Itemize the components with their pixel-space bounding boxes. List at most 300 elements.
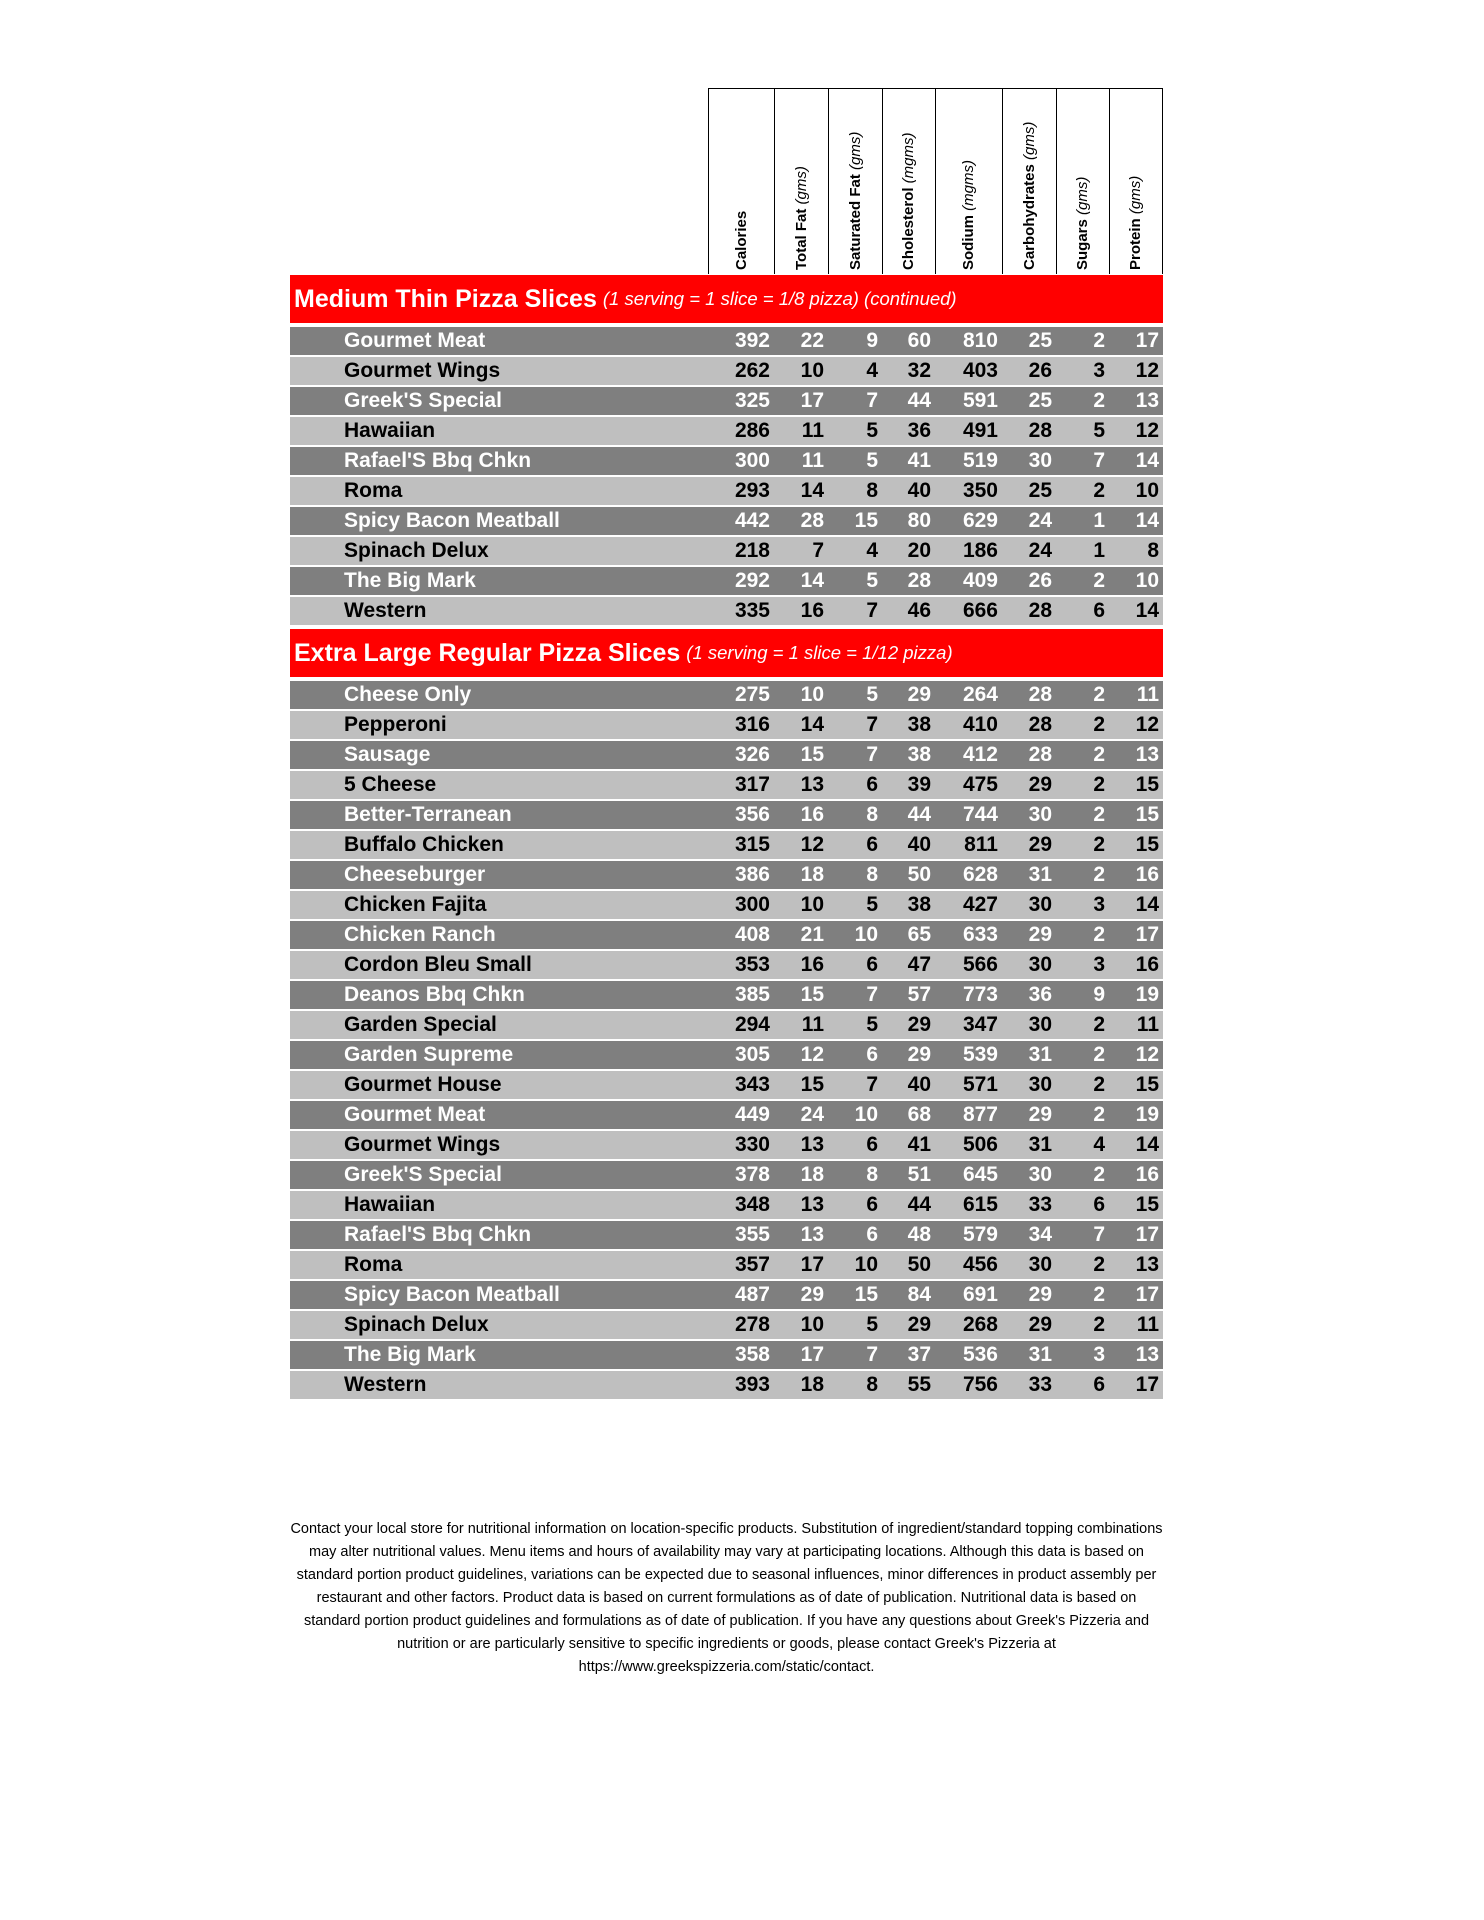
- nutrition-value: 8: [866, 1163, 878, 1186]
- nutrition-value: 645: [962, 1163, 998, 1186]
- nutrition-value: 2: [1093, 1073, 1105, 1096]
- item-name: Greek'S Special: [344, 1163, 502, 1186]
- table-row: [290, 1311, 1163, 1339]
- column-header-unit: (gms): [1020, 121, 1038, 160]
- nutrition-value: 36: [907, 419, 931, 442]
- nutrition-value: 30: [1028, 893, 1052, 916]
- nutrition-value: 32: [907, 359, 931, 382]
- nutrition-value: 316: [734, 713, 770, 736]
- nutrition-value: 2: [1093, 743, 1105, 766]
- nutrition-value: 317: [734, 773, 770, 796]
- column-header-label: Sodium: [960, 215, 977, 270]
- item-name: Spicy Bacon Meatball: [344, 1283, 560, 1306]
- nutrition-value: 29: [1028, 923, 1052, 946]
- nutrition-value: 2: [1093, 329, 1105, 352]
- nutrition-value: 16: [1135, 1163, 1159, 1186]
- table-row: [290, 1341, 1163, 1369]
- nutrition-value: 386: [734, 863, 770, 886]
- nutrition-value: 2: [1093, 863, 1105, 886]
- nutrition-value: 6: [1093, 599, 1105, 622]
- nutrition-value: 11: [1136, 1013, 1159, 1036]
- nutrition-value: 3: [1093, 359, 1105, 382]
- item-name: The Big Mark: [344, 569, 476, 592]
- nutrition-value: 456: [962, 1253, 998, 1276]
- nutrition-value: 46: [907, 599, 931, 622]
- table-row: [290, 861, 1163, 889]
- column-header-unit: (gms): [792, 166, 810, 205]
- nutrition-value: 29: [907, 1313, 931, 1336]
- nutrition-value: 40: [907, 479, 931, 502]
- nutrition-value: 65: [907, 923, 931, 946]
- nutrition-value: 13: [1135, 1253, 1159, 1276]
- nutrition-value: 11: [801, 449, 824, 472]
- table-row: [290, 1101, 1163, 1129]
- nutrition-value: 16: [1135, 863, 1159, 886]
- nutrition-value: 335: [734, 599, 770, 622]
- nutrition-value: 17: [800, 1343, 824, 1366]
- nutrition-value: 12: [1135, 359, 1159, 382]
- item-name: Cheeseburger: [344, 863, 486, 886]
- nutrition-value: 6: [866, 1223, 878, 1246]
- column-header: [882, 88, 935, 274]
- nutrition-value: 80: [907, 509, 931, 532]
- item-name: Gourmet Wings: [344, 1133, 501, 1156]
- column-header: [828, 88, 882, 274]
- nutrition-value: 10: [854, 1103, 878, 1126]
- nutrition-value: 278: [734, 1313, 770, 1336]
- nutrition-value: 14: [800, 479, 824, 502]
- nutrition-value: 506: [962, 1133, 998, 1156]
- nutrition-value: 29: [1028, 1283, 1052, 1306]
- nutrition-value: 4: [1093, 1133, 1105, 1156]
- item-name: Gourmet Wings: [344, 359, 501, 382]
- item-name: Hawaiian: [344, 1193, 436, 1216]
- nutrition-value: 39: [907, 773, 931, 796]
- nutrition-value: 30: [1028, 449, 1052, 472]
- table-row: [290, 831, 1163, 859]
- nutrition-value: 8: [1147, 539, 1159, 562]
- nutrition-value: 30: [1028, 1073, 1052, 1096]
- nutrition-value: 2: [1093, 1163, 1105, 1186]
- item-name: The Big Mark: [344, 1343, 476, 1366]
- nutrition-value: 28: [1028, 743, 1052, 766]
- nutrition-value: 60: [907, 329, 931, 352]
- nutrition-value: 275: [734, 683, 770, 706]
- nutrition-value: 44: [907, 1193, 931, 1216]
- nutrition-value: 355: [734, 1223, 770, 1246]
- nutrition-value: 579: [962, 1223, 998, 1246]
- disclaimer-footer: [290, 1518, 1163, 1679]
- nutrition-value: 16: [800, 599, 824, 622]
- nutrition-value: 756: [962, 1373, 998, 1396]
- nutrition-value: 15: [1135, 833, 1159, 856]
- table-row: [290, 741, 1163, 769]
- nutrition-value: 18: [800, 1373, 824, 1396]
- nutrition-value: 353: [734, 953, 770, 976]
- nutrition-value: 55: [907, 1373, 931, 1396]
- table-row: [290, 477, 1163, 505]
- item-name: Gourmet Meat: [344, 1103, 486, 1126]
- section-header: [290, 275, 1163, 323]
- nutrition-value: 28: [1028, 599, 1052, 622]
- nutrition-value: 1: [1093, 509, 1105, 532]
- nutrition-value: 8: [866, 863, 878, 886]
- table-row: [290, 597, 1163, 625]
- nutrition-value: 2: [1093, 479, 1105, 502]
- nutrition-value: 7: [866, 599, 878, 622]
- nutrition-value: 30: [1028, 1013, 1052, 1036]
- nutrition-value: 31: [1028, 863, 1052, 886]
- nutrition-value: 15: [854, 1283, 878, 1306]
- nutrition-value: 11: [801, 419, 824, 442]
- nutrition-value: 3: [1093, 1343, 1105, 1366]
- nutrition-value: 31: [1028, 1043, 1052, 1066]
- nutrition-value: 28: [800, 509, 824, 532]
- nutrition-value: 12: [800, 1043, 824, 1066]
- nutrition-value: 24: [1028, 509, 1052, 532]
- item-name: Pepperoni: [344, 713, 447, 736]
- nutrition-value: 2: [1093, 833, 1105, 856]
- column-header-label: Protein: [1127, 218, 1144, 270]
- nutrition-value: 9: [866, 329, 878, 352]
- nutrition-value: 15: [1135, 1073, 1159, 1096]
- nutrition-value: 2: [1093, 1043, 1105, 1066]
- nutrition-value: 24: [800, 1103, 824, 1126]
- nutrition-value: 744: [962, 803, 998, 826]
- nutrition-value: 14: [1135, 893, 1159, 916]
- nutrition-value: 7: [866, 1073, 878, 1096]
- nutrition-value: 17: [1135, 923, 1159, 946]
- nutrition-value: 357: [734, 1253, 770, 1276]
- nutrition-value: 293: [734, 479, 770, 502]
- nutrition-value: 17: [800, 1253, 824, 1276]
- nutrition-value: 40: [907, 833, 931, 856]
- nutrition-value: 186: [962, 539, 998, 562]
- table-row: [290, 447, 1163, 475]
- nutrition-value: 16: [800, 803, 824, 826]
- table-row: [290, 507, 1163, 535]
- column-header: [1109, 88, 1163, 274]
- nutrition-value: 10: [854, 1253, 878, 1276]
- nutrition-value: 6: [866, 1193, 878, 1216]
- nutrition-value: 7: [812, 539, 824, 562]
- nutrition-value: 15: [854, 509, 878, 532]
- nutrition-value: 12: [1135, 1043, 1159, 1066]
- item-name: Deanos Bbq Chkn: [344, 983, 525, 1006]
- nutrition-value: 14: [1135, 1133, 1159, 1156]
- nutrition-value: 25: [1028, 389, 1052, 412]
- column-header: [774, 88, 828, 274]
- nutrition-value: 12: [800, 833, 824, 856]
- column-header-label: Sugars: [1074, 219, 1091, 270]
- nutrition-value: 8: [866, 479, 878, 502]
- nutrition-value: 29: [800, 1283, 824, 1306]
- item-name: Greek'S Special: [344, 389, 502, 412]
- nutrition-value: 17: [1135, 1373, 1159, 1396]
- nutrition-value: 19: [1135, 983, 1159, 1006]
- nutrition-value: 4: [866, 359, 878, 382]
- nutrition-value: 8: [866, 1373, 878, 1396]
- nutrition-value: 691: [962, 1283, 998, 1306]
- item-name: Western: [344, 1373, 427, 1396]
- nutrition-value: 14: [1135, 599, 1159, 622]
- nutrition-value: 487: [734, 1283, 770, 1306]
- nutrition-value: 28: [1028, 713, 1052, 736]
- nutrition-value: 2: [1093, 1103, 1105, 1126]
- column-header-unit: (mgms): [900, 132, 917, 184]
- nutrition-value: 17: [1135, 1223, 1159, 1246]
- nutrition-value: 20: [907, 539, 931, 562]
- nutrition-value: 6: [866, 833, 878, 856]
- table-row: [290, 327, 1163, 355]
- nutrition-value: 300: [734, 893, 770, 916]
- nutrition-value: 7: [1093, 449, 1105, 472]
- item-name: Better-Terranean: [344, 803, 512, 826]
- table-row: [290, 567, 1163, 595]
- nutrition-value: 330: [734, 1133, 770, 1156]
- nutrition-value: 36: [1028, 983, 1052, 1006]
- table-row: [290, 891, 1163, 919]
- section-title: Medium Thin Pizza Slices: [294, 284, 597, 313]
- nutrition-value: 629: [962, 509, 998, 532]
- item-name: Spinach Delux: [344, 1313, 489, 1336]
- nutrition-value: 442: [734, 509, 770, 532]
- nutrition-value: 16: [800, 953, 824, 976]
- nutrition-value: 17: [1135, 1283, 1159, 1306]
- nutrition-value: 475: [962, 773, 998, 796]
- nutrition-value: 539: [962, 1043, 998, 1066]
- nutrition-value: 13: [800, 1223, 824, 1246]
- nutrition-value: 591: [962, 389, 998, 412]
- section-subtitle: (1 serving = 1 slice = 1/12 pizza): [686, 642, 953, 663]
- nutrition-value: 6: [866, 773, 878, 796]
- nutrition-value: 218: [734, 539, 770, 562]
- nutrition-value: 28: [1028, 683, 1052, 706]
- nutrition-value: 2: [1093, 1313, 1105, 1336]
- nutrition-value: 6: [866, 1043, 878, 1066]
- nutrition-value: 286: [734, 419, 770, 442]
- nutrition-value: 5: [866, 1313, 878, 1336]
- disclaimer-text: Contact your local store for nutritional information on location-specific products. Substitution of ingredient/standard topping combinations may alter nutritional values. Menu items and hours of availability may vary at participating locations. Although this data is based on standard portion product guidelines, variations can be expected due to seasonal influences, minor differences in product assembly per restaurant and other factors. Product data is based on current formulations as of date of publication. Nutritional data is based on standard portion product guidelines and formulations as of date of publication. If you have any questions about Greek's Pizzeria and nutrition or are particularly sensitive to specific ingredients or goods, please contact Greek's Pizzeria at https://www.greekspizzeria.com/static/contact.: [290, 1521, 1163, 1675]
- item-name: 5 Cheese: [344, 773, 437, 796]
- nutrition-value: 6: [1093, 1373, 1105, 1396]
- nutrition-value: 358: [734, 1343, 770, 1366]
- nutrition-value: 29: [1028, 1313, 1052, 1336]
- nutrition-value: 5: [866, 893, 878, 916]
- item-name: Spinach Delux: [344, 539, 489, 562]
- column-header: [1002, 88, 1056, 274]
- nutrition-value: 11: [1136, 683, 1159, 706]
- table-row: [290, 1251, 1163, 1279]
- table-row: [290, 357, 1163, 385]
- item-name: Garden Supreme: [344, 1043, 514, 1066]
- nutrition-value: 315: [734, 833, 770, 856]
- table-row: [290, 1041, 1163, 1069]
- nutrition-value: 633: [962, 923, 998, 946]
- nutrition-value: 38: [907, 743, 931, 766]
- nutrition-value: 2: [1093, 683, 1105, 706]
- nutrition-value: 6: [866, 1133, 878, 1156]
- nutrition-value: 2: [1093, 773, 1105, 796]
- table-row: [290, 1191, 1163, 1219]
- item-name: Rafael'S Bbq Chkn: [344, 1223, 532, 1246]
- nutrition-value: 7: [1093, 1223, 1105, 1246]
- nutrition-value: 13: [800, 1193, 824, 1216]
- nutrition-value: 10: [800, 359, 824, 382]
- nutrition-value: 34: [1028, 1223, 1052, 1246]
- item-name: Gourmet Meat: [344, 329, 486, 352]
- nutrition-value: 68: [907, 1103, 931, 1126]
- table-row: [290, 1071, 1163, 1099]
- item-name: Chicken Fajita: [344, 893, 487, 916]
- nutrition-value: 393: [734, 1373, 770, 1396]
- nutrition-value: 268: [962, 1313, 998, 1336]
- nutrition-value: 5: [866, 419, 878, 442]
- column-header-label: Calories: [732, 210, 750, 270]
- nutrition-value: 412: [962, 743, 998, 766]
- nutrition-value: 294: [734, 1013, 770, 1036]
- table-row: [290, 951, 1163, 979]
- nutrition-value: 305: [734, 1043, 770, 1066]
- column-header-label: Saturated Fat: [846, 174, 864, 270]
- nutrition-value: 48: [907, 1223, 931, 1246]
- table-row: [290, 921, 1163, 949]
- nutrition-value: 5: [866, 683, 878, 706]
- nutrition-value: 2: [1093, 1253, 1105, 1276]
- nutrition-value: 14: [1135, 449, 1159, 472]
- column-header-unit: (mgms): [960, 160, 977, 211]
- nutrition-value: 410: [962, 713, 998, 736]
- item-name: Rafael'S Bbq Chkn: [344, 449, 532, 472]
- nutrition-value: 877: [962, 1103, 998, 1126]
- nutrition-value: 343: [734, 1073, 770, 1096]
- nutrition-value: 26: [1028, 359, 1052, 382]
- nutrition-value: 33: [1028, 1373, 1052, 1396]
- nutrition-value: 11: [1136, 1313, 1159, 1336]
- nutrition-value: 25: [1028, 329, 1052, 352]
- nutrition-value: 6: [866, 953, 878, 976]
- nutrition-value: 15: [1135, 803, 1159, 826]
- nutrition-table: [290, 275, 1163, 1399]
- nutrition-value: 37: [907, 1343, 931, 1366]
- nutrition-value: 300: [734, 449, 770, 472]
- nutrition-value: 10: [1135, 569, 1159, 592]
- item-name: Cheese Only: [344, 683, 472, 706]
- table-row: [290, 1371, 1163, 1399]
- nutrition-value: 12: [1135, 419, 1159, 442]
- nutrition-value: 29: [1028, 773, 1052, 796]
- nutrition-value: 264: [962, 683, 998, 706]
- nutrition-value: 348: [734, 1193, 770, 1216]
- nutrition-value: 449: [734, 1103, 770, 1126]
- nutrition-value: 41: [907, 449, 931, 472]
- column-header: [708, 88, 774, 274]
- table-row: [290, 417, 1163, 445]
- nutrition-value: 10: [1135, 479, 1159, 502]
- nutrition-value: 44: [907, 803, 931, 826]
- item-name: Roma: [344, 479, 403, 502]
- nutrition-value: 29: [1028, 1103, 1052, 1126]
- table-row: [290, 711, 1163, 739]
- nutrition-value: 17: [1135, 329, 1159, 352]
- column-header: [1056, 88, 1109, 274]
- nutrition-value: 666: [962, 599, 998, 622]
- table-row: [290, 1281, 1163, 1309]
- nutrition-value: 403: [962, 359, 998, 382]
- column-header-label: Carbohydrates: [1020, 164, 1038, 270]
- nutrition-value: 15: [1135, 773, 1159, 796]
- table-row: [290, 1011, 1163, 1039]
- nutrition-value: 392: [734, 329, 770, 352]
- nutrition-value: 57: [907, 983, 931, 1006]
- nutrition-value: 38: [907, 893, 931, 916]
- nutrition-value: 50: [907, 863, 931, 886]
- nutrition-value: 28: [907, 569, 931, 592]
- item-name: Western: [344, 599, 427, 622]
- column-header: [935, 88, 1002, 274]
- table-row: [290, 387, 1163, 415]
- nutrition-value: 30: [1028, 1163, 1052, 1186]
- nutrition-value: 10: [800, 683, 824, 706]
- nutrition-value: 15: [800, 743, 824, 766]
- nutrition-value: 15: [800, 983, 824, 1006]
- nutrition-value: 2: [1093, 389, 1105, 412]
- nutrition-value: 326: [734, 743, 770, 766]
- nutrition-value: 30: [1028, 953, 1052, 976]
- nutrition-value: 14: [800, 569, 824, 592]
- nutrition-value: 17: [800, 389, 824, 412]
- nutrition-value: 44: [907, 389, 931, 412]
- nutrition-value: 28: [1028, 419, 1052, 442]
- nutrition-value: 8: [866, 803, 878, 826]
- table-row: [290, 1131, 1163, 1159]
- nutrition-value: 409: [962, 569, 998, 592]
- nutrition-value: 15: [800, 1073, 824, 1096]
- nutrition-value: 571: [962, 1073, 998, 1096]
- nutrition-value: 13: [1135, 389, 1159, 412]
- column-header-unit: (gms): [1127, 175, 1144, 215]
- nutrition-value: 29: [907, 1043, 931, 1066]
- nutrition-value: 10: [854, 923, 878, 946]
- nutrition-value: 519: [962, 449, 998, 472]
- nutrition-value: 10: [800, 893, 824, 916]
- nutrition-value: 47: [907, 953, 931, 976]
- nutrition-value: 41: [907, 1133, 931, 1156]
- nutrition-value: 18: [800, 1163, 824, 1186]
- nutrition-value: 13: [1135, 1343, 1159, 1366]
- table-row: [290, 801, 1163, 829]
- nutrition-value: 6: [1093, 1193, 1105, 1216]
- nutrition-value: 30: [1028, 1253, 1052, 1276]
- item-name: Cordon Bleu Small: [344, 953, 532, 976]
- nutrition-value: 11: [801, 1013, 824, 1036]
- nutrition-value: 29: [907, 683, 931, 706]
- nutrition-value: 22: [800, 329, 824, 352]
- nutrition-value: 7: [866, 389, 878, 412]
- nutrition-value: 25: [1028, 479, 1052, 502]
- nutrition-value: 408: [734, 923, 770, 946]
- nutrition-value: 325: [734, 389, 770, 412]
- nutrition-value: 30: [1028, 803, 1052, 826]
- item-name: Garden Special: [344, 1013, 497, 1036]
- item-name: Gourmet House: [344, 1073, 502, 1096]
- nutrition-value: 262: [734, 359, 770, 382]
- nutrition-value: 773: [962, 983, 998, 1006]
- nutrition-value: 1: [1093, 539, 1105, 562]
- section-title: Extra Large Regular Pizza Slices: [294, 638, 681, 667]
- table-row: [290, 771, 1163, 799]
- nutrition-value: 566: [962, 953, 998, 976]
